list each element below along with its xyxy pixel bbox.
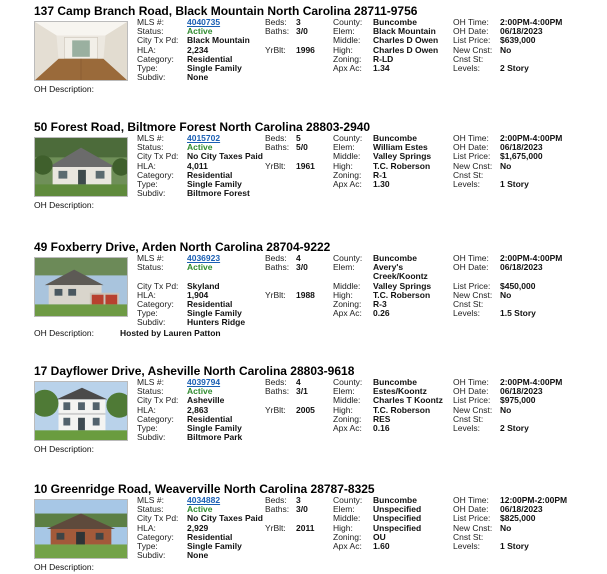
listing-address: 49 Foxberry Drive, Arden North Carolina 28704-9222 bbox=[34, 240, 331, 254]
field-value-list-price: $639,000 bbox=[500, 35, 536, 46]
field-value-status: Active bbox=[187, 262, 213, 273]
field-value-elem: Estes/Koontz bbox=[373, 386, 427, 397]
field-label-county: County: bbox=[333, 377, 363, 387]
field-label-new-cnst: New Cnst: bbox=[453, 404, 493, 415]
field-value-county: Buncombe bbox=[373, 253, 417, 263]
field-value-apx-ac: 1.34 bbox=[373, 63, 390, 73]
field-value-list-price: $1,675,000 bbox=[500, 151, 543, 162]
field-label-new-cnst: New Cnst: bbox=[453, 522, 493, 533]
field-label-hla: HLA: bbox=[137, 404, 156, 415]
field-value-list-price: $450,000 bbox=[500, 280, 536, 291]
field-label-mls: MLS #: bbox=[137, 133, 164, 143]
field-value-list-price: $975,000 bbox=[500, 395, 536, 406]
field-value-middle: Charles T Koontz bbox=[373, 395, 443, 406]
field-label-middle: Middle: bbox=[333, 280, 361, 291]
field-value-category: Residential bbox=[187, 169, 233, 180]
field-value-oh-time: 12:00PM-2:00PM bbox=[500, 495, 568, 505]
field-value-high: T.C. Roberson bbox=[373, 289, 431, 300]
oh-description-label: OH Description: bbox=[34, 327, 94, 338]
field-label-beds: Beds: bbox=[265, 17, 287, 27]
field-label-status: Status: bbox=[137, 262, 164, 273]
field-value-hla: 2,929 bbox=[187, 522, 209, 533]
field-value-middle: Valley Springs bbox=[373, 151, 432, 162]
field-label-type: Type: bbox=[137, 63, 158, 73]
field-value-type: Single Family bbox=[187, 63, 242, 73]
field-label-baths: Baths: bbox=[265, 142, 290, 153]
field-value-oh-time: 2:00PM-4:00PM bbox=[500, 17, 563, 27]
field-value-county: Buncombe bbox=[373, 17, 417, 27]
field-value-zoning: R-3 bbox=[373, 299, 387, 309]
oh-description-value: Hosted by Lauren Patton bbox=[120, 327, 221, 338]
field-value-category: Residential bbox=[187, 531, 233, 542]
field-value-new-cnst: No bbox=[500, 160, 512, 171]
field-label-beds: Beds: bbox=[265, 133, 287, 143]
field-label-list-price: List Price: bbox=[453, 35, 491, 46]
field-value-status: Active bbox=[187, 386, 213, 397]
field-value-oh-time: 2:00PM-4:00PM bbox=[500, 253, 563, 263]
field-value-zoning: R-LD bbox=[373, 53, 394, 64]
field-value-oh-time: 2:00PM-4:00PM bbox=[500, 133, 563, 143]
field-label-list-price: List Price: bbox=[453, 395, 491, 406]
field-label-high: High: bbox=[333, 160, 353, 171]
field-label-hla: HLA: bbox=[137, 44, 156, 55]
field-label-hla: HLA: bbox=[137, 289, 156, 300]
field-label-city-tx: City Tx Pd: bbox=[137, 280, 179, 291]
field-label-oh-time: OH Time: bbox=[453, 253, 489, 263]
listing-photo[interactable] bbox=[34, 381, 128, 441]
field-value-mls[interactable]: 4040735 bbox=[187, 17, 221, 27]
field-label-mls: MLS #: bbox=[137, 495, 164, 505]
field-value-high: T.C. Roberson bbox=[373, 160, 431, 171]
field-label-type: Type: bbox=[137, 423, 158, 433]
field-label-apx-ac: Apx Ac: bbox=[333, 308, 362, 319]
field-value-apx-ac: 0.16 bbox=[373, 423, 390, 433]
field-label-subdiv: Subdiv: bbox=[137, 550, 166, 561]
field-value-mls[interactable]: 4036923 bbox=[187, 253, 221, 263]
field-value-category: Residential bbox=[187, 413, 233, 424]
field-label-type: Type: bbox=[137, 179, 158, 189]
field-value-category: Residential bbox=[187, 299, 233, 309]
field-value-mls[interactable]: 4034882 bbox=[187, 495, 221, 505]
field-label-category: Category: bbox=[137, 53, 174, 64]
field-label-category: Category: bbox=[137, 299, 174, 309]
field-label-mls: MLS #: bbox=[137, 253, 164, 263]
field-value-subdiv: Hunters Ridge bbox=[187, 317, 246, 328]
field-label-oh-date: OH Date: bbox=[453, 504, 489, 515]
field-label-county: County: bbox=[333, 253, 363, 263]
field-label-levels: Levels: bbox=[453, 541, 480, 551]
field-value-beds: 4 bbox=[296, 377, 301, 387]
field-value-beds: 5 bbox=[296, 133, 301, 143]
listing-photo[interactable] bbox=[34, 499, 128, 559]
field-value-oh-date: 06/18/2023 bbox=[500, 26, 543, 37]
field-label-cnst-st: Cnst St: bbox=[453, 299, 484, 309]
field-label-oh-time: OH Time: bbox=[453, 377, 489, 387]
field-value-yrblt: 2005 bbox=[296, 404, 315, 415]
field-label-baths: Baths: bbox=[265, 504, 290, 515]
field-value-status: Active bbox=[187, 142, 213, 153]
field-label-high: High: bbox=[333, 522, 353, 533]
oh-description-label: OH Description: bbox=[34, 84, 94, 95]
field-value-middle: Unspecified bbox=[373, 513, 422, 524]
field-label-zoning: Zoning: bbox=[333, 53, 362, 64]
field-label-category: Category: bbox=[137, 531, 174, 542]
listing-address: 50 Forest Road, Biltmore Forest North Carolina 28803-2940 bbox=[34, 120, 371, 134]
field-value-yrblt: 2011 bbox=[296, 522, 315, 533]
field-label-yrblt: YrBlt: bbox=[265, 160, 286, 171]
field-value-city-tx: No City Taxes Paid bbox=[187, 513, 263, 524]
field-label-subdiv: Subdiv: bbox=[137, 72, 166, 83]
field-value-oh-date: 06/18/2023 bbox=[500, 262, 543, 273]
field-value-oh-date: 06/18/2023 bbox=[500, 142, 543, 153]
listing-photo[interactable] bbox=[34, 21, 128, 81]
field-value-levels: 2 Story bbox=[500, 63, 529, 73]
field-label-oh-date: OH Date: bbox=[453, 386, 489, 397]
field-value-high: T.C. Roberson bbox=[373, 404, 431, 415]
field-value-status: Active bbox=[187, 504, 213, 515]
field-value-subdiv: None bbox=[187, 72, 209, 83]
field-label-cnst-st: Cnst St: bbox=[453, 531, 484, 542]
oh-description bbox=[34, 84, 120, 94]
field-label-middle: Middle: bbox=[333, 513, 361, 524]
field-value-county: Buncombe bbox=[373, 133, 417, 143]
field-label-oh-date: OH Date: bbox=[453, 142, 489, 153]
field-value-subdiv: Biltmore Forest bbox=[187, 188, 250, 199]
listing-address: 10 Greenridge Road, Weaverville North Carolina 28787-8325 bbox=[34, 482, 375, 496]
field-value-new-cnst: No bbox=[500, 44, 512, 55]
field-value-levels: 1 Story bbox=[500, 541, 529, 551]
field-label-zoning: Zoning: bbox=[333, 299, 362, 309]
field-label-elem: Elem: bbox=[333, 504, 355, 515]
field-value-beds: 3 bbox=[296, 495, 301, 505]
field-label-baths: Baths: bbox=[265, 386, 290, 397]
field-value-city-tx: Black Mountain bbox=[187, 35, 250, 46]
field-value-elem: Avery's Creek/Koontz bbox=[373, 262, 428, 282]
field-label-status: Status: bbox=[137, 26, 164, 37]
field-value-yrblt: 1988 bbox=[296, 289, 315, 300]
field-label-status: Status: bbox=[137, 386, 164, 397]
field-label-beds: Beds: bbox=[265, 253, 287, 263]
field-value-zoning: R-1 bbox=[373, 169, 387, 180]
field-label-category: Category: bbox=[137, 169, 174, 180]
field-value-middle: Valley Springs bbox=[373, 280, 432, 291]
oh-description bbox=[34, 444, 120, 454]
field-value-category: Residential bbox=[187, 53, 233, 64]
field-label-baths: Baths: bbox=[265, 262, 290, 273]
field-label-oh-time: OH Time: bbox=[453, 133, 489, 143]
field-label-city-tx: City Tx Pd: bbox=[137, 513, 179, 524]
field-value-hla: 2,863 bbox=[187, 404, 209, 415]
field-value-county: Buncombe bbox=[373, 377, 417, 387]
field-label-cnst-st: Cnst St: bbox=[453, 169, 484, 180]
field-value-levels: 1.5 Story bbox=[500, 308, 536, 319]
field-label-levels: Levels: bbox=[453, 63, 480, 73]
field-value-baths: 3/0 bbox=[296, 504, 308, 515]
field-value-list-price: $825,000 bbox=[500, 513, 536, 524]
field-label-high: High: bbox=[333, 289, 353, 300]
field-label-baths: Baths: bbox=[265, 26, 290, 37]
field-label-elem: Elem: bbox=[333, 386, 355, 397]
field-value-mls[interactable]: 4039794 bbox=[187, 377, 221, 387]
field-value-baths: 5/0 bbox=[296, 142, 308, 153]
field-label-beds: Beds: bbox=[265, 495, 287, 505]
field-label-levels: Levels: bbox=[453, 423, 480, 433]
field-value-subdiv: Biltmore Park bbox=[187, 432, 243, 443]
field-label-subdiv: Subdiv: bbox=[137, 188, 166, 199]
field-label-type: Type: bbox=[137, 541, 158, 551]
field-value-yrblt: 1961 bbox=[296, 160, 315, 171]
listing-address: 17 Dayflower Drive, Asheville North Carolina 28803-9618 bbox=[34, 364, 355, 378]
field-label-county: County: bbox=[333, 495, 363, 505]
field-label-city-tx: City Tx Pd: bbox=[137, 35, 179, 46]
field-label-high: High: bbox=[333, 44, 353, 55]
field-label-subdiv: Subdiv: bbox=[137, 432, 166, 443]
oh-description-label: OH Description: bbox=[34, 200, 94, 211]
field-value-apx-ac: 1.30 bbox=[373, 179, 390, 189]
field-value-oh-date: 06/18/2023 bbox=[500, 386, 543, 397]
field-label-cnst-st: Cnst St: bbox=[453, 413, 484, 424]
field-label-status: Status: bbox=[137, 142, 164, 153]
field-label-apx-ac: Apx Ac: bbox=[333, 423, 362, 433]
field-value-subdiv: None bbox=[187, 550, 209, 561]
field-label-yrblt: YrBlt: bbox=[265, 289, 286, 300]
field-value-apx-ac: 0.26 bbox=[373, 308, 390, 319]
field-value-levels: 2 Story bbox=[500, 423, 529, 433]
field-label-mls: MLS #: bbox=[137, 377, 164, 387]
field-label-oh-date: OH Date: bbox=[453, 26, 489, 37]
field-label-middle: Middle: bbox=[333, 395, 361, 406]
field-value-hla: 2,234 bbox=[187, 44, 209, 55]
field-label-high: High: bbox=[333, 404, 353, 415]
field-label-elem: Elem: bbox=[333, 26, 355, 37]
field-label-county: County: bbox=[333, 133, 363, 143]
field-label-status: Status: bbox=[137, 504, 164, 515]
field-value-city-tx: No City Taxes Paid bbox=[187, 151, 263, 162]
field-label-yrblt: YrBlt: bbox=[265, 522, 286, 533]
oh-description-label: OH Description: bbox=[34, 444, 94, 455]
field-value-apx-ac: 1.60 bbox=[373, 541, 390, 551]
field-value-hla: 4,011 bbox=[187, 160, 208, 171]
field-value-type: Single Family bbox=[187, 541, 242, 551]
field-value-mls[interactable]: 4015702 bbox=[187, 133, 221, 143]
field-label-middle: Middle: bbox=[333, 151, 361, 162]
field-value-baths: 3/0 bbox=[296, 262, 308, 273]
oh-description bbox=[34, 562, 120, 572]
field-label-list-price: List Price: bbox=[453, 280, 491, 291]
field-value-baths: 3/1 bbox=[296, 386, 308, 397]
field-value-county: Buncombe bbox=[373, 495, 417, 505]
field-label-list-price: List Price: bbox=[453, 513, 491, 524]
listing-photo[interactable] bbox=[34, 257, 128, 317]
field-label-list-price: List Price: bbox=[453, 151, 491, 162]
field-label-hla: HLA: bbox=[137, 160, 156, 171]
field-label-hla: HLA: bbox=[137, 522, 156, 533]
field-label-subdiv: Subdiv: bbox=[137, 317, 166, 328]
field-label-oh-time: OH Time: bbox=[453, 17, 489, 27]
field-value-high: Charles D Owen bbox=[373, 44, 439, 55]
field-label-zoning: Zoning: bbox=[333, 531, 362, 542]
field-value-levels: 1 Story bbox=[500, 179, 529, 189]
field-value-new-cnst: No bbox=[500, 289, 512, 300]
field-value-high: Unspecified bbox=[373, 522, 422, 533]
field-label-levels: Levels: bbox=[453, 179, 480, 189]
field-value-elem: William Estes bbox=[373, 142, 428, 153]
field-label-elem: Elem: bbox=[333, 142, 355, 153]
field-value-city-tx: Skyland bbox=[187, 280, 220, 291]
field-value-beds: 3 bbox=[296, 17, 301, 27]
field-label-new-cnst: New Cnst: bbox=[453, 289, 493, 300]
field-label-oh-time: OH Time: bbox=[453, 495, 489, 505]
field-label-zoning: Zoning: bbox=[333, 169, 362, 180]
field-value-new-cnst: No bbox=[500, 522, 512, 533]
field-label-apx-ac: Apx Ac: bbox=[333, 63, 362, 73]
field-label-levels: Levels: bbox=[453, 308, 480, 319]
oh-description bbox=[34, 200, 120, 210]
field-label-middle: Middle: bbox=[333, 35, 361, 46]
field-value-hla: 1,904 bbox=[187, 289, 209, 300]
field-label-city-tx: City Tx Pd: bbox=[137, 151, 179, 162]
field-label-type: Type: bbox=[137, 308, 158, 319]
field-value-city-tx: Asheville bbox=[187, 395, 225, 406]
field-label-oh-date: OH Date: bbox=[453, 262, 489, 273]
field-label-zoning: Zoning: bbox=[333, 413, 362, 424]
field-label-mls: MLS #: bbox=[137, 17, 164, 27]
field-value-status: Active bbox=[187, 26, 213, 37]
field-value-zoning: RES bbox=[373, 413, 391, 424]
field-value-type: Single Family bbox=[187, 308, 242, 319]
oh-description bbox=[34, 328, 221, 338]
field-label-cnst-st: Cnst St: bbox=[453, 53, 484, 64]
field-label-elem: Elem: bbox=[333, 262, 355, 273]
listing-photo[interactable] bbox=[34, 137, 128, 197]
field-value-oh-time: 2:00PM-4:00PM bbox=[500, 377, 563, 387]
field-label-category: Category: bbox=[137, 413, 174, 424]
field-value-elem: Black Mountain bbox=[373, 26, 436, 37]
field-value-type: Single Family bbox=[187, 179, 242, 189]
field-label-city-tx: City Tx Pd: bbox=[137, 395, 179, 406]
field-label-yrblt: YrBlt: bbox=[265, 44, 286, 55]
field-value-elem: Unspecified bbox=[373, 504, 422, 515]
field-value-yrblt: 1996 bbox=[296, 44, 315, 55]
field-value-new-cnst: No bbox=[500, 404, 512, 415]
field-label-yrblt: YrBlt: bbox=[265, 404, 286, 415]
field-label-beds: Beds: bbox=[265, 377, 287, 387]
field-label-county: County: bbox=[333, 17, 363, 27]
field-value-middle: Charles D Owen bbox=[373, 35, 439, 46]
field-value-beds: 4 bbox=[296, 253, 301, 263]
oh-description-label: OH Description: bbox=[34, 562, 94, 573]
field-value-type: Single Family bbox=[187, 423, 242, 433]
field-value-baths: 3/0 bbox=[296, 26, 308, 37]
field-value-zoning: OU bbox=[373, 531, 386, 542]
field-label-apx-ac: Apx Ac: bbox=[333, 179, 362, 189]
listing-address: 137 Camp Branch Road, Black Mountain North Carolina 28711-9756 bbox=[34, 4, 418, 18]
field-label-apx-ac: Apx Ac: bbox=[333, 541, 362, 551]
field-value-oh-date: 06/18/2023 bbox=[500, 504, 543, 515]
field-label-new-cnst: New Cnst: bbox=[453, 44, 493, 55]
field-label-new-cnst: New Cnst: bbox=[453, 160, 493, 171]
